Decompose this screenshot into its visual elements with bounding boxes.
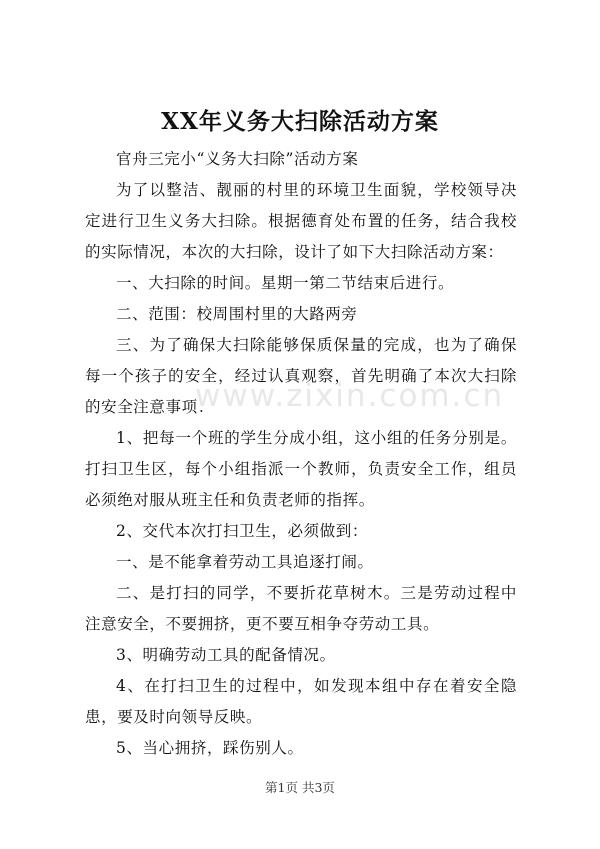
paragraph-subitem-2: 二、是打扫的同学，不要折花草树木。三是劳动过程中注意安全，不要拥挤，更不要互相争夺劳动工具。 <box>85 584 517 633</box>
paragraph-item-4: 4、在打扫卫生的过程中，如发现本组中存在着安全隐患，要及时向领导反映。 <box>85 677 517 726</box>
paragraph-intro: 为了以整洁、靓丽的村里的环境卫生面貌，学校领导决定进行卫生义务大扫除。根据德育处布置的任务，结合我校的实际情况，本次的大扫除，设计了如下大扫除活动方案： <box>85 181 517 261</box>
watermark: www.zixin.com.cn <box>195 378 505 414</box>
paragraph-subtitle: 官舟三完小“义务大扫除”活动方案 <box>116 150 359 168</box>
paragraph-item-5: 5、当心拥挤，踩伤别人。 <box>116 739 304 757</box>
paragraph-item-3: 3、明确劳动工具的配备情况。 <box>116 646 336 664</box>
paragraph-item-2: 2、交代本次打扫卫生，必须做到： <box>116 522 368 540</box>
document-body <box>85 144 517 764</box>
paragraph-scope: 二、范围：校周围村里的大路两旁 <box>116 305 358 323</box>
paragraph-subitem-1: 一、是不能拿着劳动工具追逐打闹。 <box>116 553 374 571</box>
page-footer: 第1页 共3页 <box>265 780 335 795</box>
document-title: XX年义务大扫除活动方案 <box>161 108 439 135</box>
paragraph-item-1: 1、把每一个班的学生分成小组，这小组的任务分别是。打扫卫生区，每个小组指派一个教师，负责安全工作，组员必须绝对服从班主任和负责老师的指挥。 <box>85 429 517 509</box>
paragraph-safety-intro: 三、为了确保大扫除能够保质保量的完成，也为了确保每一个孩子的安全，经过认真观察，首先明确了本次大扫除的安全注意事项： <box>85 336 517 416</box>
paragraph-time: 一、大扫除的时间。星期一第二节结束后进行。 <box>116 274 455 292</box>
